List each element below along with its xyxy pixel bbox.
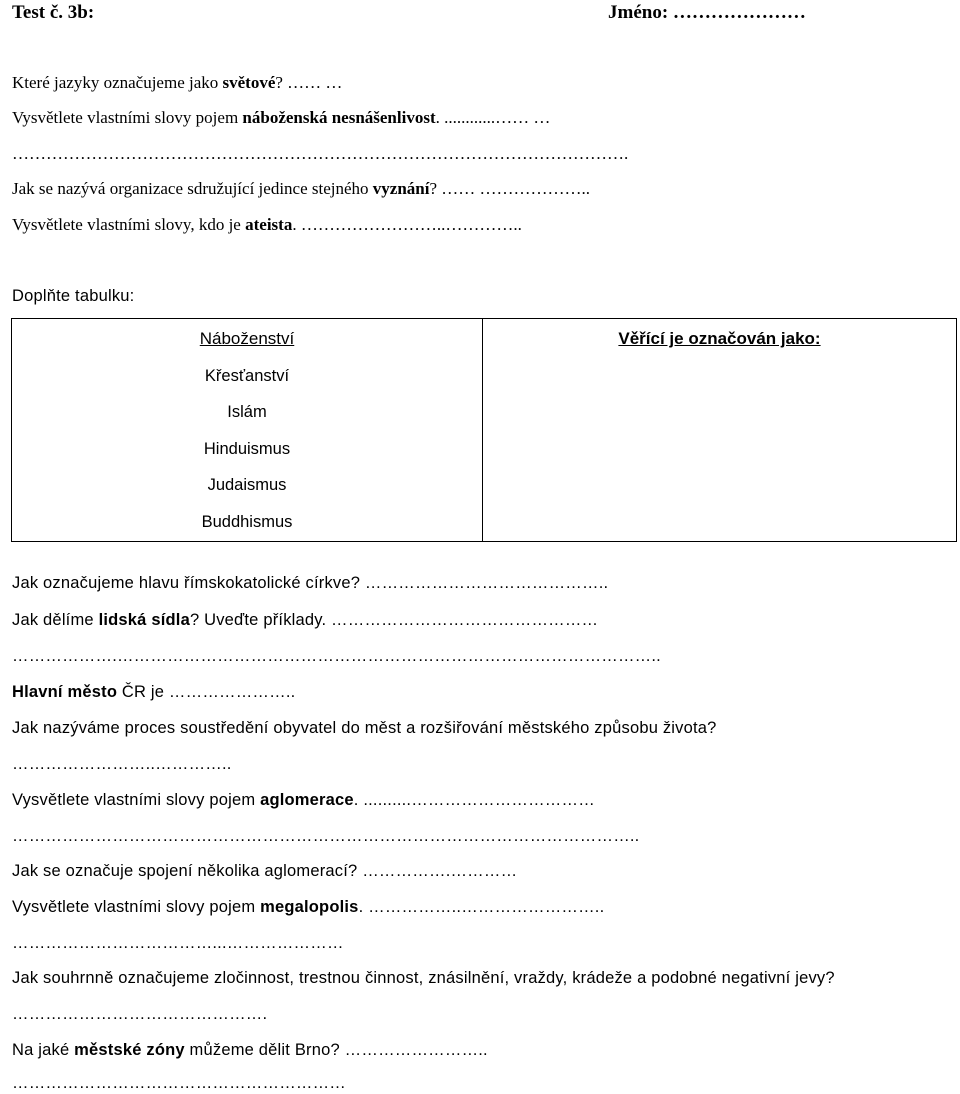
believer-column[interactable] bbox=[483, 319, 957, 542]
q11-text: Vysvětlete vlastními slovy pojem bbox=[12, 898, 261, 916]
q6-bold: lidská sídla bbox=[98, 611, 190, 629]
question-urbanization: Jak nazýváme proces soustředění obyvatel do měst a rozšiřování městského způsobu života? bbox=[12, 719, 717, 737]
q1-blank: ? …… … bbox=[275, 73, 343, 92]
question-conurbation: Jak se označuje spojení několika aglomerací? …………….………… bbox=[12, 862, 518, 880]
q6-text: Jak dělíme bbox=[12, 611, 99, 629]
q9-text: Vysvětlete vlastními slovy pojem bbox=[12, 791, 261, 809]
q4-blank: . ……………………..………….. bbox=[292, 215, 522, 234]
q13-blank: můžeme dělit Brno? …………………….. bbox=[184, 1041, 488, 1059]
q13-text: Na jaké bbox=[12, 1041, 75, 1059]
believer-column-header: Věřící je označován jako: bbox=[618, 329, 821, 348]
q9-blank: . ..........…………………………… bbox=[353, 791, 595, 809]
name-dots: ………………… bbox=[672, 2, 806, 23]
answer-line-megalopolis: ………………………………...………………… bbox=[12, 934, 344, 952]
question-religious-organization bbox=[12, 178, 952, 200]
q9-bold: aglomerace bbox=[260, 791, 354, 809]
name-label-group bbox=[608, 2, 806, 24]
answer-line-settlements: ……………….…………………………………………………………………………………….. bbox=[12, 647, 661, 665]
q6-blank: ? Uveďte příklady. ………………………………………… bbox=[189, 611, 599, 629]
question-capital-city bbox=[12, 681, 952, 703]
q4-bold: ateista bbox=[245, 215, 293, 234]
question-megalopolis bbox=[12, 896, 952, 918]
q2-blank: . ............…… … bbox=[435, 108, 551, 127]
religion-row: Křesťanství bbox=[204, 366, 290, 385]
q4-text: Vysvětlete vlastními slovy, kdo je bbox=[12, 215, 246, 234]
religion-column-header: Náboženství bbox=[199, 329, 295, 348]
q2-bold: náboženská nesnášenlivost bbox=[242, 108, 436, 127]
document-header bbox=[12, 2, 948, 28]
question-catholic-head: Jak označujeme hlavu římskokatolické církve? …………………………………….. bbox=[12, 574, 609, 592]
q7-blank: ČR je ………………….. bbox=[117, 683, 296, 701]
answer-line-agglomeration: ………………………………………………………………………………………………….. bbox=[12, 827, 640, 845]
q7-bold: Hlavní město bbox=[12, 683, 118, 701]
religion-row: Islám bbox=[227, 403, 267, 422]
q3-blank: ? …… ……………….. bbox=[429, 179, 591, 198]
question-settlements bbox=[12, 609, 952, 631]
answer-line-religious-intolerance: ………………………………………………………………………………………………. bbox=[12, 144, 629, 163]
religion-row: Judaismus bbox=[207, 476, 287, 495]
test-label: Test č. 3b: bbox=[12, 2, 95, 23]
religion-table bbox=[11, 318, 957, 542]
religion-row: Buddhismus bbox=[201, 512, 293, 531]
answer-line-urbanization: ……………………..………….. bbox=[12, 755, 232, 773]
question-criminality: Jak souhrnně označujeme zločinnost, trestnou činnost, znásilnění, vraždy, krádeže a podobné negativní jevy? bbox=[12, 969, 835, 987]
q3-bold: vyznání bbox=[372, 179, 430, 198]
q2-text: Vysvětlete vlastními slovy pojem bbox=[12, 108, 243, 127]
q3-text: Jak se nazývá organizace sdružující jedince stejného bbox=[12, 179, 373, 198]
q1-bold: světové bbox=[222, 73, 276, 92]
q11-bold: megalopolis bbox=[260, 898, 359, 916]
question-world-languages bbox=[12, 72, 952, 94]
q1-text: Které jazyky označujeme jako bbox=[12, 73, 223, 92]
question-agglomeration bbox=[12, 789, 952, 811]
religion-row: Hinduismus bbox=[203, 439, 291, 458]
q13-bold: městské zóny bbox=[74, 1041, 185, 1059]
question-religious-intolerance bbox=[12, 107, 952, 129]
answer-line-city-zones: …………………………………………………… bbox=[12, 1074, 346, 1092]
religion-column bbox=[12, 319, 483, 542]
name-label: Jméno: bbox=[608, 2, 669, 23]
table-intro: Doplňte tabulku: bbox=[12, 287, 135, 305]
question-atheist bbox=[12, 214, 952, 236]
q11-blank: . ……………..…………………….. bbox=[358, 898, 605, 916]
answer-line-criminality: ………………………………………. bbox=[12, 1005, 268, 1023]
question-city-zones bbox=[12, 1039, 952, 1061]
